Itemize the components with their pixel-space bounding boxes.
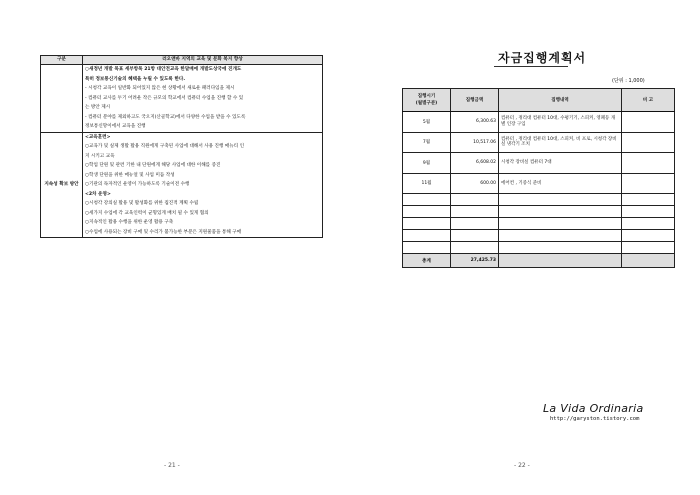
plan-line: ○학업 단원 및 관련 기한 내 단원에게 해당 사업에 대한 이해를 증진	[85, 163, 221, 168]
plan-line: ○기관의 독자적인 운영이 가능하도록 기술이전 수행	[85, 182, 190, 187]
sustainability-content	[83, 132, 323, 238]
title-underline	[494, 66, 568, 67]
row-remark	[622, 132, 675, 153]
fund-execution-table	[402, 88, 675, 268]
plan-line: ○수업에 사용되는 장비 구매 및 수리가 불가능한 부분은 지원물품을 통해 구매	[85, 229, 242, 235]
fund-row	[403, 173, 675, 194]
row-period: 5월	[403, 112, 451, 133]
row-amount: 10,517.06	[451, 132, 499, 153]
header-period	[403, 89, 451, 112]
plan-line: ○시청각 강의실 활용 및 활성화를 위한 집진적 계획 수립	[85, 201, 199, 206]
goal-line: 특히 정보통신기술의 혜택을 누릴 수 있도록 한다.	[85, 76, 186, 82]
goal-line: - 컴퓨터 교사를 두기 어려운 작은 규모의 학교에서 컴퓨터 수업을 진행 할 수 있	[85, 95, 244, 101]
empty-row	[403, 242, 675, 254]
page-number-left: - 21 -	[164, 462, 180, 469]
fund-header-row	[403, 89, 675, 112]
goal-line: ○새정년 개발 목표 세부항목 21항 대안전교육 한달매에 개발도상국에 진개도	[85, 67, 242, 72]
document-title: 자금집행계획서	[498, 51, 587, 65]
overview-section-goals-label	[41, 65, 83, 133]
row-period: 7월	[403, 132, 451, 153]
empty-row	[403, 194, 675, 206]
overview-section-sustainability	[41, 132, 323, 238]
plan-line: <교육훈련>	[85, 134, 111, 140]
row-remark	[622, 112, 675, 133]
empty-row	[403, 230, 675, 242]
row-amount: 6,300.63	[451, 112, 499, 133]
row-detail: 에어컨 , 기증식 준비	[499, 173, 622, 194]
overview-header-category: 구분	[41, 56, 83, 65]
goal-line: 는 방안 제시	[85, 105, 111, 110]
row-detail: 시청각 장비실 컴퓨터 7대	[499, 153, 622, 174]
row-detail: 컴퓨터 , 정리대 컴퓨터 10대, 스피커, 비 프로, 시청각 장비실 냉각기 조치	[499, 132, 622, 153]
header-detail: 집행내역	[499, 89, 622, 112]
unit-note: (단위 : 1,000)	[612, 78, 645, 84]
overview-section-goals-content	[83, 65, 323, 133]
page-number-right: - 22 -	[514, 462, 530, 469]
goal-line: - 컴퓨터 분야를 제외하고도 국오지(산골학교)에서 다양한 수업을 받을 수 있도록	[85, 114, 246, 120]
overview-header-title: 러오앤바 지역의 교육 및 문화 복지 향상	[83, 56, 323, 65]
plan-line: <2차 운영>	[85, 191, 111, 197]
row-period: 9월	[403, 153, 451, 174]
total-amount: 27,425.73	[451, 254, 499, 268]
header-amount: 집행금액	[451, 89, 499, 112]
goal-line: - 시청각 교육이 일반화 되어있지 않은 현 상황에서 새로운 패러다임을 제시	[85, 86, 235, 91]
row-amount: 600.00	[451, 173, 499, 194]
header-period-text: 집행시기 (월별구분)	[415, 94, 438, 106]
plan-line: 지 시키고 교육	[85, 153, 115, 159]
total-label: 총계	[403, 254, 451, 268]
fund-row	[403, 153, 675, 174]
brand-watermark: La Vida Ordinaria	[543, 402, 644, 415]
plan-line: ○세가지 수업에 각 교육인력이 균형있게 배치 될 수 있게 협의	[85, 210, 209, 216]
plan-line: ○교육가 및 실제 생활 활용 직원에게 구축된 사업에 대해서 사용 진행 매뉴티 인	[85, 144, 245, 149]
plan-line: ○학생 단원을 위한 매뉴얼 및 사업 미듬 작성	[85, 172, 175, 178]
empty-row	[403, 218, 675, 230]
fund-row	[403, 132, 675, 153]
overview-header-row	[41, 56, 323, 65]
empty-row	[403, 206, 675, 218]
overview-section-goals	[41, 65, 323, 133]
row-detail: 컴퓨터 , 정리대 컴퓨터 10대, 수평기기, 스피커, 영폐등 개별 인장 구입	[499, 112, 622, 133]
sustainability-label: 지속성 확보 방안	[41, 132, 83, 238]
fund-row	[403, 112, 675, 133]
total-row	[403, 254, 675, 268]
row-amount: 6,608.02	[451, 153, 499, 174]
project-overview-table	[40, 55, 323, 238]
row-period: 11월	[403, 173, 451, 194]
brand-url: http://garyston.tistory.com	[550, 416, 640, 422]
plan-line: ○지속적인 활용 수행을 위한 운영 활용 구축	[85, 220, 174, 225]
goal-line: 정보통신망이에서 교육을 진행	[85, 124, 146, 129]
header-remark: 비 고	[622, 89, 675, 112]
row-remark	[622, 153, 675, 174]
row-remark	[622, 173, 675, 194]
